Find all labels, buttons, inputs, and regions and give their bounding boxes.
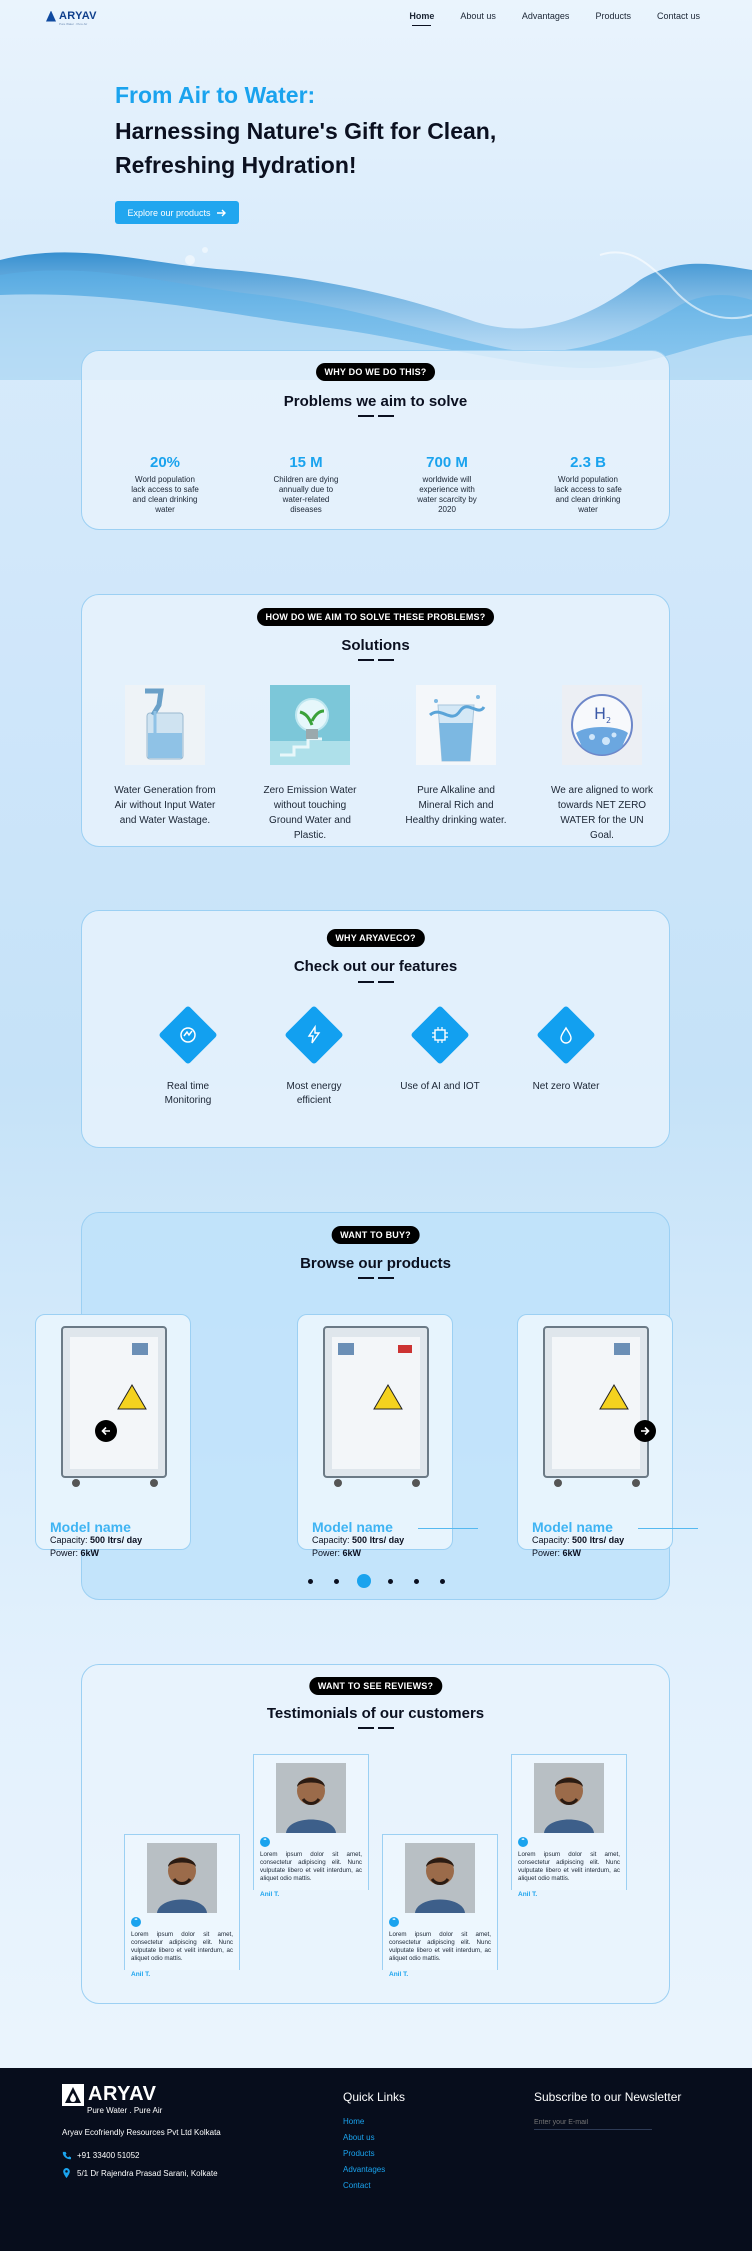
solution-item — [396, 685, 516, 828]
heading-underline — [358, 415, 394, 417]
water-generator-image — [518, 1315, 674, 1491]
solution-text: Water Generation from Air without Input Water and Water Wastage. — [114, 785, 216, 826]
section-heading: Browse our products — [300, 1255, 451, 1272]
section-heading: Solutions — [341, 637, 410, 654]
logo-mark-icon — [62, 2084, 84, 2106]
name-underline — [418, 1528, 478, 1529]
nav-item-contact[interactable]: Contact us — [656, 11, 700, 21]
top-nav — [0, 0, 752, 36]
quote-icon: “ — [518, 1837, 528, 1847]
product-carousel — [50, 1310, 660, 1560]
newsletter-heading: Subscribe to our Newsletter — [534, 2090, 682, 2104]
nav-item-about[interactable]: About us — [460, 11, 496, 21]
name-underline — [638, 1528, 698, 1529]
solution-text: We are aligned to work towards NET ZERO WATER for the UN Goal. — [550, 785, 654, 841]
carousel-prev-button[interactable] — [95, 1420, 117, 1442]
product-name: Model name — [532, 1519, 613, 1535]
feature-label: Most energy efficient — [286, 1081, 342, 1106]
stat-desc: worldwide will experience with water scarcity by 2020 — [417, 475, 477, 514]
avatar — [534, 1763, 604, 1833]
capacity-label: Capacity: — [532, 1535, 570, 1545]
footer-link-contact[interactable]: Contact — [343, 2181, 371, 2190]
arrow-right-icon — [640, 1426, 650, 1436]
section-pill: HOW DO WE AIM TO SOLVE THESE PROBLEMS? — [257, 608, 495, 626]
company-name: Aryav Ecofriendly Resources Pvt Ltd Kolkata — [62, 2128, 221, 2137]
newsletter-email-input[interactable] — [534, 2116, 652, 2130]
logo-name: ARYAV — [59, 10, 97, 22]
stat-item — [256, 454, 356, 515]
problems-card — [81, 350, 670, 530]
arrow-left-icon — [101, 1426, 111, 1436]
solution-text: Zero Emission Water without touching Ground Water and Plastic. — [263, 785, 357, 841]
stat-item — [397, 454, 497, 515]
plant-bulb-image — [270, 685, 350, 765]
testimonial-card — [511, 1754, 627, 1898]
footer-link-home[interactable]: Home — [343, 2117, 365, 2126]
nav-item-home[interactable]: Home — [409, 11, 435, 21]
capacity-value: 500 ltrs/ day — [572, 1535, 625, 1545]
feature-item — [521, 1006, 611, 1094]
nav-item-products[interactable]: Products — [595, 11, 631, 21]
heading-underline — [358, 981, 394, 983]
footer-link-about[interactable]: About us — [343, 2133, 375, 2142]
svg-text:2: 2 — [606, 716, 612, 725]
testimonial-text: Lorem ipsum dolor sit amet, consectetur adipiscing elit. Nunc vulputate libero et velit interdum, ac aliquet odio mattis. — [131, 1931, 233, 1962]
section-pill: WHY DO WE DO THIS? — [316, 363, 436, 381]
quote-icon: “ — [260, 1837, 270, 1847]
section-pill: WANT TO BUY? — [331, 1226, 420, 1244]
testimonial-text: Lorem ipsum dolor sit amet, consectetur adipiscing elit. Nunc vulputate libero et velit interdum, ac aliquet odio mattis. — [518, 1851, 620, 1882]
stat-value: 700 M — [426, 454, 468, 471]
arrow-right-icon — [217, 209, 227, 217]
testimonial-author: Anil T. — [389, 1971, 409, 1978]
avatar — [147, 1843, 217, 1913]
power-label: Power: — [532, 1548, 561, 1558]
heading-underline — [358, 1277, 394, 1279]
product-name: Model name — [312, 1519, 393, 1535]
carousel-dot-active[interactable] — [357, 1574, 371, 1588]
testimonial-card — [124, 1834, 240, 1978]
stat-value: 15 M — [289, 454, 323, 471]
carousel-dot[interactable] — [414, 1579, 419, 1584]
carousel-next-button[interactable] — [634, 1420, 656, 1442]
splash-glass-image — [416, 685, 496, 765]
avatar — [405, 1843, 475, 1913]
stat-item — [115, 454, 215, 515]
address: 5/1 Dr Rajendra Prasad Sarani, Kolkate — [77, 2168, 218, 2178]
avatar — [276, 1763, 346, 1833]
product-card[interactable] — [297, 1314, 453, 1558]
phone-row[interactable] — [62, 2151, 140, 2160]
solution-item — [105, 685, 225, 828]
stat-desc: Children are dying annually due to water-related diseases — [273, 475, 339, 514]
footer-tagline: Pure Water . Pure Air — [87, 2106, 163, 2115]
quick-links-heading: Quick Links — [343, 2090, 406, 2104]
power-label: Power: — [312, 1548, 341, 1558]
testimonial-text: Lorem ipsum dolor sit amet, consectetur adipiscing elit. Nunc vulputate libero et velit interdum, ac aliquet odio mattis. — [260, 1851, 362, 1882]
solution-item — [250, 685, 370, 843]
monitoring-icon — [178, 1025, 198, 1045]
testimonial-text: Lorem ipsum dolor sit amet, consectetur adipiscing elit. Nunc vulputate libero et velit interdum, ac aliquet odio mattis. — [389, 1931, 491, 1962]
testimonial-author: Anil T. — [518, 1891, 538, 1898]
feature-item — [395, 1006, 485, 1094]
capacity-value: 500 ltrs/ day — [90, 1535, 143, 1545]
features-card — [81, 910, 670, 1148]
svg-text:H: H — [594, 704, 607, 723]
carousel-dot[interactable] — [388, 1579, 393, 1584]
heading-underline — [358, 1727, 394, 1729]
water-generator-image — [298, 1315, 454, 1491]
testimonial-card — [253, 1754, 369, 1898]
capacity-value: 500 ltrs/ day — [352, 1535, 405, 1545]
logo[interactable] — [46, 10, 97, 26]
footer-link-products[interactable]: Products — [343, 2149, 375, 2158]
testimonial-author: Anil T. — [260, 1891, 280, 1898]
feature-item — [143, 1006, 233, 1108]
location-pin-icon — [62, 2168, 71, 2178]
section-heading: Check out our features — [293, 958, 458, 975]
section-heading: Testimonials of our customers — [266, 1705, 485, 1722]
stat-value: 20% — [149, 454, 181, 471]
water-glass-image — [125, 685, 205, 765]
explore-products-button[interactable] — [115, 201, 239, 224]
chip-icon — [430, 1025, 450, 1045]
testimonial-author: Anil T. — [131, 1971, 151, 1978]
footer-logo-name: ARYAV — [88, 2083, 157, 2105]
stat-item — [538, 454, 638, 515]
h2-sphere-image — [562, 685, 642, 765]
solutions-card — [81, 594, 670, 847]
power-value: 6kW — [80, 1548, 100, 1558]
footer-logo[interactable] — [62, 2083, 156, 2106]
phone-number: +91 33400 51052 — [77, 2151, 140, 2160]
feature-item — [269, 1006, 359, 1108]
hero-title-accent: From Air to Water: — [115, 82, 316, 108]
capacity-label: Capacity: — [312, 1535, 350, 1545]
logo-tagline: Pure Water . Pure Air — [59, 22, 88, 26]
testimonial-card — [382, 1834, 498, 1978]
carousel-dot[interactable] — [308, 1579, 313, 1584]
heading-underline — [358, 659, 394, 661]
section-pill: WHY ARYAVECO? — [326, 929, 424, 947]
solution-item — [542, 685, 662, 843]
feature-label: Real time Monitoring — [164, 1081, 212, 1106]
feature-label: Use of AI and IOT — [400, 1081, 480, 1092]
quote-icon: “ — [131, 1917, 141, 1927]
capacity-label: Capacity: — [50, 1535, 88, 1545]
logo-mark-icon — [46, 11, 56, 22]
stat-desc: World population lack access to safe and clean drinking water — [554, 475, 622, 514]
explore-products-label: Explore our products — [127, 207, 211, 218]
power-value: 6kW — [342, 1548, 362, 1558]
carousel-dot[interactable] — [334, 1579, 339, 1584]
product-name: Model name — [50, 1519, 131, 1535]
stat-desc: World population lack access to safe and clean drinking water — [131, 475, 199, 514]
hero-title: Harnessing Nature's Gift for Clean, Refreshing Hydration! — [115, 118, 497, 178]
section-pill: WANT TO SEE REVIEWS? — [309, 1677, 442, 1695]
power-value: 6kW — [562, 1548, 582, 1558]
footer — [0, 2068, 752, 2251]
power-label: Power: — [50, 1548, 79, 1558]
stat-value: 2.3 B — [570, 454, 606, 471]
lightning-icon — [304, 1025, 324, 1045]
address-row — [62, 2168, 218, 2178]
nav-item-advantages[interactable]: Advantages — [521, 11, 570, 21]
water-generator-image — [36, 1315, 192, 1491]
water-drop-icon — [556, 1025, 576, 1045]
footer-link-advantages[interactable]: Advantages — [343, 2165, 386, 2174]
phone-icon — [62, 2151, 71, 2160]
nav-menu — [383, 11, 700, 21]
carousel-dot[interactable] — [440, 1579, 445, 1584]
quote-icon: “ — [389, 1917, 399, 1927]
solution-text: Pure Alkaline and Mineral Rich and Healthy drinking water. — [405, 785, 507, 826]
feature-label: Net zero Water — [532, 1081, 600, 1092]
section-heading: Problems we aim to solve — [283, 393, 468, 410]
